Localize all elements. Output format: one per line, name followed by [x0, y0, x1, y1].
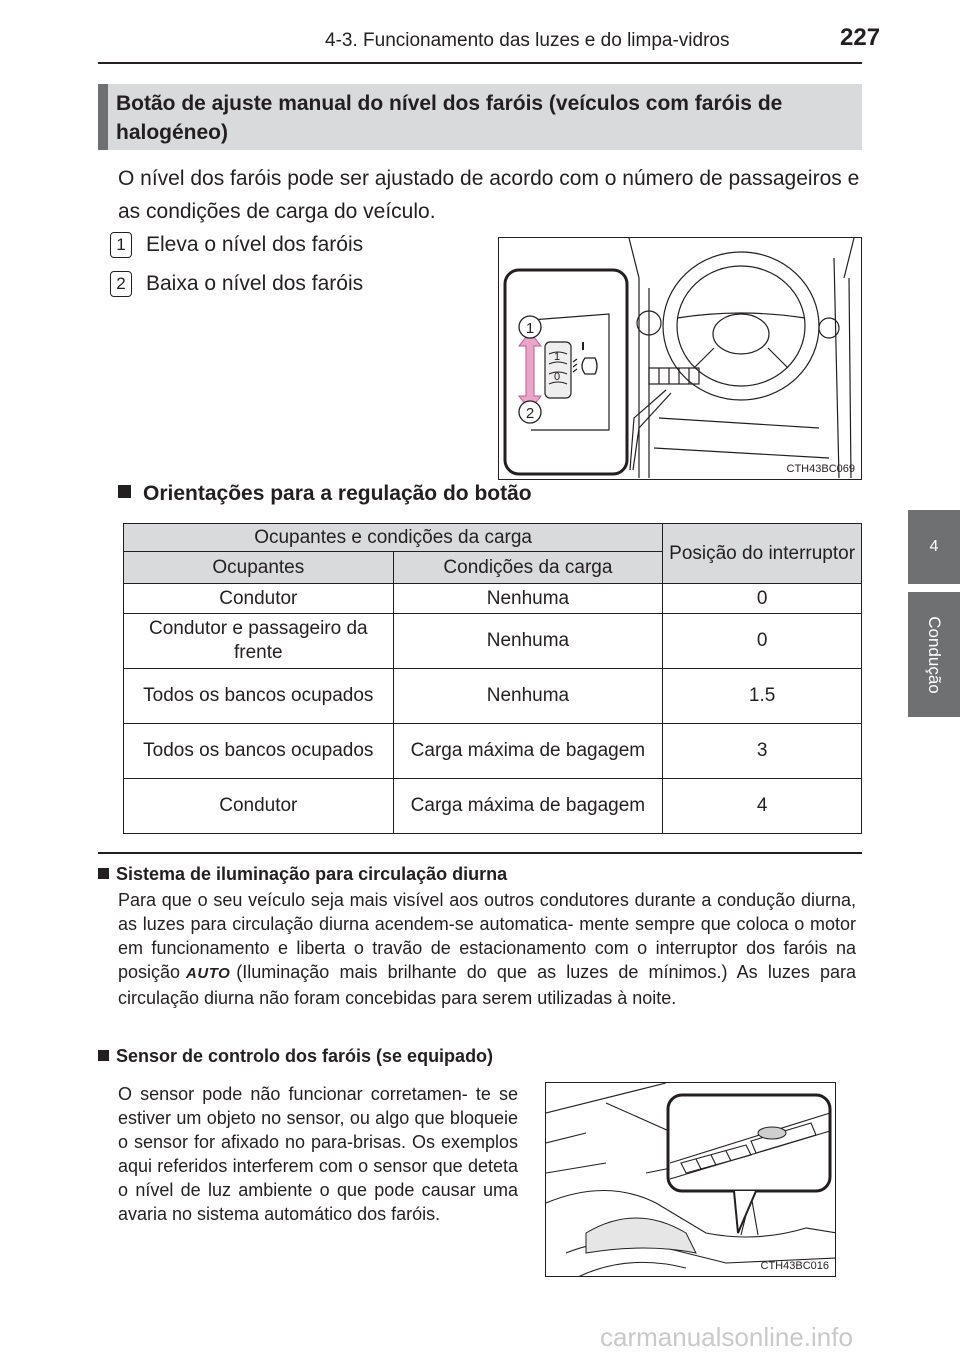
dial-mark-0: 0 — [553, 371, 561, 383]
section-title: Botão de ajuste manual do nível dos faróis (veículos com faróis de halogéneo) — [116, 92, 783, 144]
step-badge: 2 — [110, 271, 132, 297]
position-cell: 4 — [663, 779, 862, 834]
sensor-body: O sensor pode não funcionar corretamen- te se estiver um objeto no sensor, ou algo que bloqueie o sensor for afixado no para-brisas. Os exemplos aqui referidos interferem com o sensor que deteta o nível de luz ambiente o que pode causar uma avaria no sistema automático dos faróis. — [118, 1084, 518, 1224]
chapter-tab-number: 4 — [908, 510, 960, 584]
headlight-dial-figure — [498, 237, 862, 480]
drl-title: Sistema de iluminação para circulação diurna — [116, 864, 508, 884]
occupants-cell: Todos os bancos ocupados — [124, 724, 394, 779]
header-position-cell: Posição do interruptor — [663, 524, 862, 584]
load-cell: Carga máxima de bagagem — [393, 779, 663, 834]
leveling-guide-table — [123, 523, 862, 834]
drl-text-a: Para que o seu veículo seja mais visível aos outros condutores durante a condução diurna, as luzes para circulação diurna acendem-se automatica- mente sempre que coloca o motor em funcionamento e liberta o travão de estacionamento com o interruptor dos faróis na posição — [118, 890, 856, 982]
position-cell: 0 — [663, 614, 862, 669]
occupants-cell: Todos os bancos ocupados — [124, 669, 394, 724]
dashboard-illustration — [499, 238, 862, 480]
dial-mark-1: 1 — [553, 351, 561, 363]
header-group-cell: Ocupantes e condições da carga — [124, 524, 663, 552]
load-cell: Carga máxima de bagagem — [393, 724, 663, 779]
step-badge: 1 — [110, 232, 132, 258]
chapter-tab-label-text: Condução — [925, 615, 944, 694]
occupants-cell: Condutor — [124, 779, 394, 834]
square-bullet-icon — [98, 1050, 109, 1061]
figure-code: CTH43BC069 — [786, 463, 855, 475]
load-cell: Nenhuma — [393, 584, 663, 614]
list-item — [110, 232, 363, 258]
auto-position-icon: AUTO — [186, 965, 231, 982]
square-bullet-icon — [98, 868, 109, 879]
light-sensor-figure — [545, 1082, 836, 1277]
drl-body — [118, 888, 856, 1010]
table-row — [124, 779, 862, 834]
page-number: 227 — [840, 24, 881, 51]
guide-title: Orientações para a regulação do botão — [143, 482, 532, 505]
drl-text-b: (Iluminação mais brilhante do que as luzes de mínimos.) As luzes para circulação diurna não foram concebidas para serem utilizadas à noite. — [118, 962, 856, 1008]
chapter-section-title: 4-3. Funcionamento das luzes e do limpa-vidros — [325, 30, 730, 51]
sensor-heading — [98, 1046, 493, 1067]
notes-rule — [98, 852, 862, 854]
header-load-cell: Condições da carga — [393, 552, 663, 584]
drl-heading — [98, 864, 507, 885]
position-cell: 3 — [663, 724, 862, 779]
figure-code: CTH43BC016 — [760, 1260, 829, 1272]
section-title-bar — [98, 84, 862, 150]
square-bullet-icon — [118, 485, 131, 498]
load-cell: Nenhuma — [393, 614, 663, 669]
position-cell: 1.5 — [663, 669, 862, 724]
header-occupants-cell: Ocupantes — [124, 552, 394, 584]
sensor-icon — [758, 1127, 786, 1139]
load-cell: Nenhuma — [393, 669, 663, 724]
callout-2-label: 2 — [525, 405, 535, 422]
sensor-title: Sensor de controlo dos faróis (se equipado) — [116, 1046, 494, 1066]
list-item — [110, 271, 363, 297]
table-row — [124, 614, 862, 669]
table-row — [124, 669, 862, 724]
occupants-cell: Condutor e passageiro da frente — [124, 614, 394, 669]
list-item-text: Eleva o nível dos faróis — [146, 233, 364, 256]
list-item-text: Baixa o nível dos faróis — [146, 272, 364, 295]
guide-heading — [118, 482, 532, 506]
watermark: carmanualsonline.info — [600, 1322, 853, 1352]
table-row — [124, 724, 862, 779]
position-cell: 0 — [663, 584, 862, 614]
header-rule — [98, 62, 862, 64]
section-accent — [98, 84, 108, 150]
occupants-cell: Condutor — [124, 584, 394, 614]
windshield-sensor-illustration — [546, 1083, 836, 1277]
chapter-tab-label — [908, 592, 960, 717]
callout-1-label: 1 — [525, 320, 535, 337]
table-row — [124, 584, 862, 614]
section-intro: O nível dos faróis pode ser ajustado de acordo com o número de passageiros e as condições de carga do veículo. — [118, 167, 860, 223]
table-header-row — [124, 524, 862, 552]
